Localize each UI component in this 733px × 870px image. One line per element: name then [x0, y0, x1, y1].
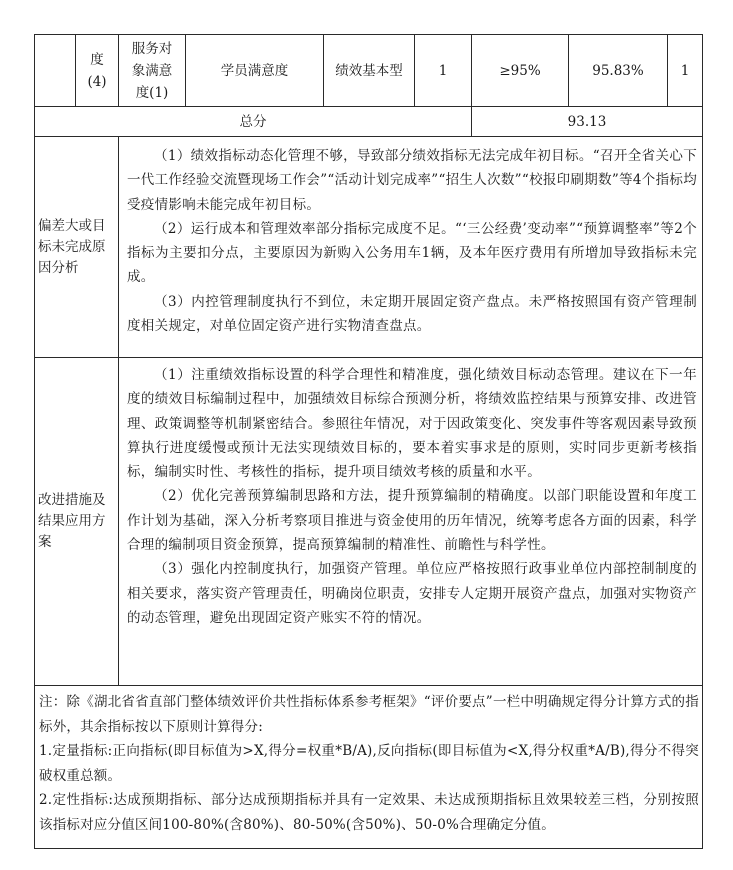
- rule-left: [34, 34, 35, 849]
- improvement-content: [127, 363, 697, 630]
- deviation-paragraph-1: （1）绩效指标动态化管理不够，导致部分绩效指标无法完成年初目标。“召开全省关心下一代工作经验交流暨现场工作会”“活动计划完成率”“招生人次数”“校报印刷期数”等4个指标均受疫情影响未能完成年初目标。: [127, 148, 697, 213]
- rule-label-col: [118, 136, 119, 685]
- improvement-paragraph-3: （3）强化内控制度执行，加强资产管理。单位应严格按照行政事业单位内部控制制度的相关要求，落实资产管理责任，明确岗位职责，安排专人定期开展资产盘点，加强对实物资产的动态管理，避免出现固定资产账实不符的情况。: [127, 561, 697, 626]
- note-intro: 注：除《湖北省省直部门整体绩效评价共性指标体系参考框架》“评价要点”一栏中明确规定得分计算方式的指标外，其余指标按以下原则计算得分:: [39, 694, 699, 735]
- cell-actual: 95.83%: [592, 62, 644, 79]
- rule-after-improvement: [34, 685, 703, 686]
- note-block: [39, 690, 699, 837]
- total-label: 总分: [239, 113, 267, 130]
- deviation-paragraph-3: （3）内控管理制度执行不到位，未定期开展固定资产盘点。未严格按照国有资产管理制度相关规定，对单位固定资产进行实物清查盘点。: [127, 293, 697, 335]
- improvement-paragraph-1: （1）注重绩效指标设置的科学合理性和精准度，强化绩效目标动态管理。建议在下一年度的绩效目标编制过程中，加强绩效目标综合预测分析，将绩效监控结果与预算安排、改进管理、政策调整等机制紧密结合。参照往年情况，对于因政策变化、突发事件等客观因素导致预算执行进度缓慢或预计无法实现绩效目标的，要本着实事求是的原则，实时同步更新考核指标，编制实时性、考核性的指标，提升项目绩效考核的质量和水平。: [127, 367, 697, 481]
- improvement-label: 改进措施及结果应用方案: [38, 492, 106, 550]
- rule-after-deviation: [34, 357, 703, 358]
- cell-weight: 1: [438, 62, 448, 79]
- rule-bottom: [34, 848, 703, 849]
- total-value: 93.13: [567, 113, 607, 130]
- cell-type: 绩效基本型: [335, 62, 403, 79]
- cell-category: [35, 35, 75, 106]
- cell-indicator: 学员满意度: [220, 62, 289, 79]
- improvement-paragraph-2: （2）优化完善预算编制思路和方法，提升预算编制的精确度。以部门职能设置和年度工作计划为基础，深入分析考察项目推进与资金使用的历年情况，统筹考虑各方面的因素，科学合理的编制项目资金预算，提高预算编制的精准性、前瞻性与科学性。: [127, 488, 697, 554]
- deviation-paragraph-2: （2）运行成本和管理效率部分指标完成度不足。“‘三公经费’变动率”“预算调整率”等2个指标为主要扣分点，主要原因为新购入公务用车1辆，及本年医疗费用有所增加导致指标未完成。: [127, 220, 697, 286]
- note-qualitative: 2.定性指标:达成预期指标、部分达成预期指标并具有一定效果、未达成预期指标且效果较差三档，分别按照该指标对应分值区间100-80%(含80%)、80-50%(含50%)、50-0%合理确定分值。: [39, 792, 699, 833]
- cell-level1: 度 (4): [87, 51, 107, 90]
- note-quantitative: 1.定量指标:正向指标(即目标值为>X,得分=权重*B/A),反向指标(即目标值为<X,得分权重*A/B),得分不得突破权重总额。: [39, 743, 699, 784]
- performance-table: [34, 34, 703, 849]
- cell-score: 1: [680, 62, 690, 79]
- cell-target: ≥95%: [499, 62, 541, 79]
- deviation-content: [127, 144, 697, 338]
- rule-right: [702, 34, 703, 849]
- rule-after-total: [34, 136, 703, 137]
- cell-level2: 服务对 象满意 度(1): [131, 40, 173, 101]
- deviation-label: 偏差大或目标未完成原因分析: [38, 217, 106, 276]
